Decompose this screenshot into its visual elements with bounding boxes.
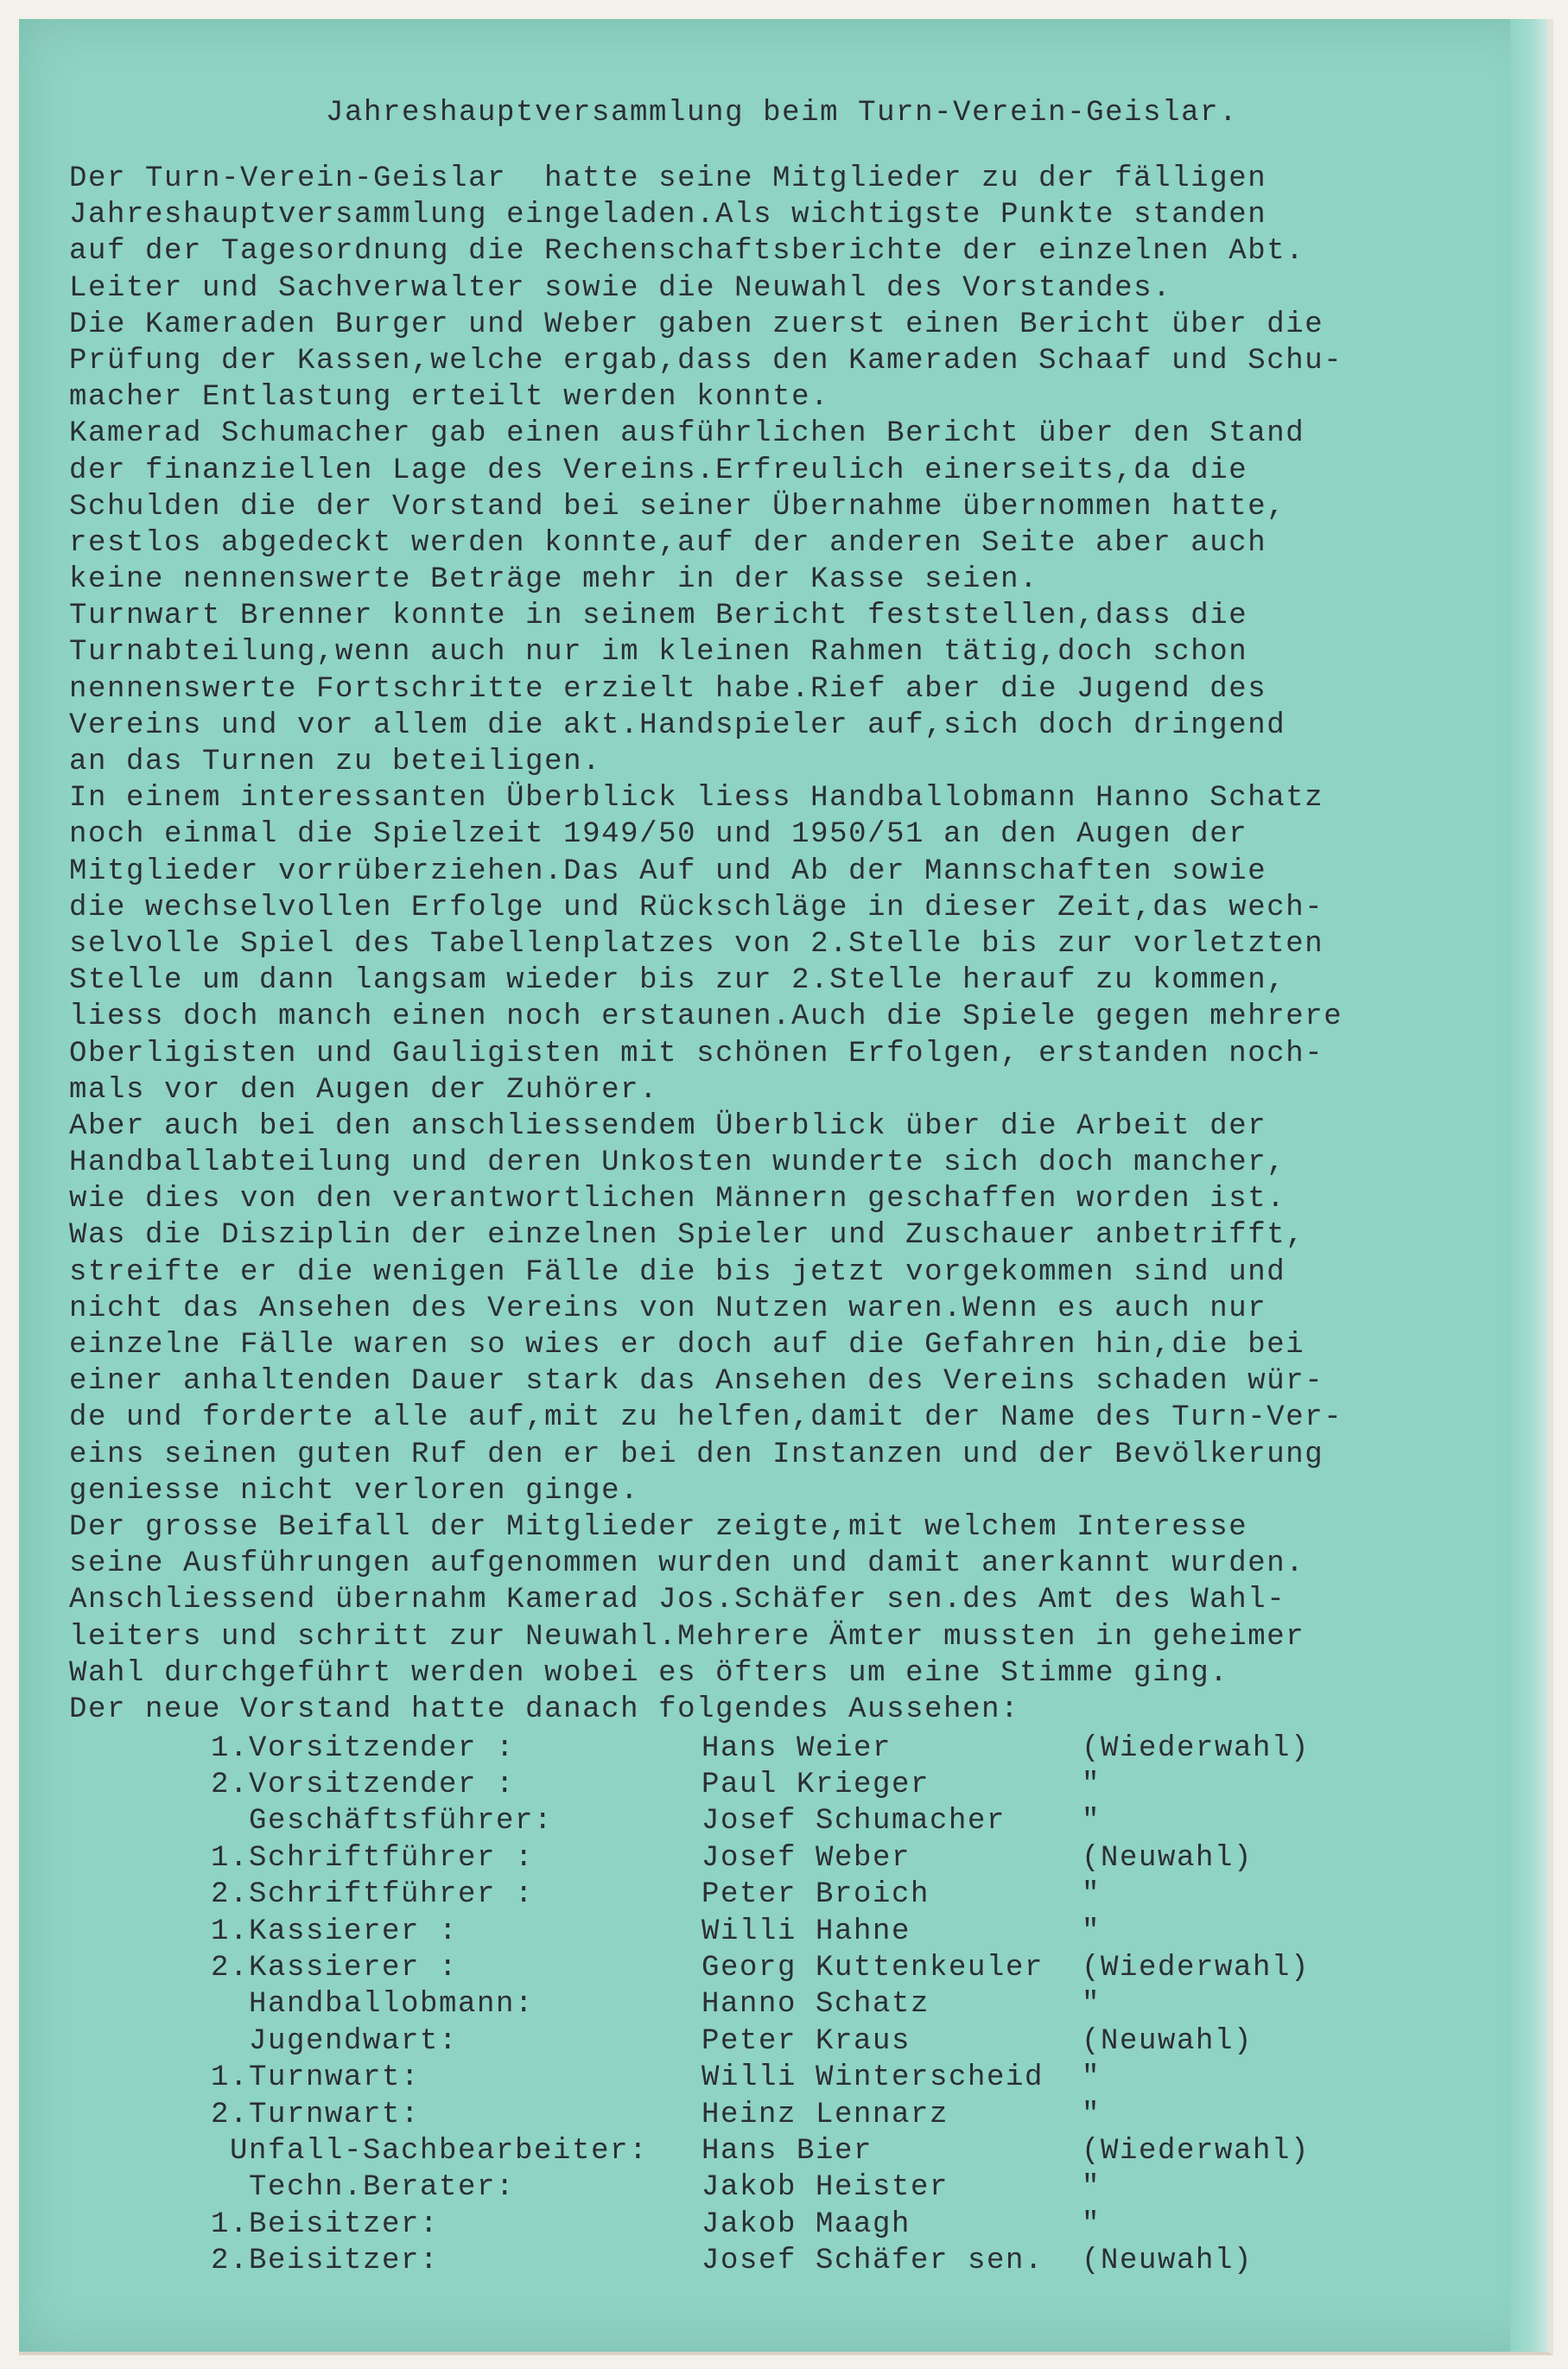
text-line: auf der Tagesordnung die Rechenschaftsberichte der einzelnen Abt. [69, 235, 1305, 269]
text-line: der finanziellen Lage des Vereins.Erfreulich einerseits,da die [69, 454, 1248, 487]
board-name: Peter Kraus [701, 2024, 911, 2058]
text-line: Mitglieder vorrüberziehen.Das Auf und Ab der Mannschaften sowie [69, 854, 1267, 888]
text-line: noch einmal die Spielzeit 1949/50 und 1950/51 an den Augen der [69, 818, 1248, 852]
text-line: selvolle Spiel des Tabellenplatzes von 2.Stelle bis zur vorletzten [69, 927, 1324, 961]
board-note: (Wiederwahl) [1082, 1951, 1311, 1985]
text-line: nicht das Ansehen des Vereins von Nutzen waren.Wenn es auch nur [69, 1292, 1267, 1325]
board-role: 2.Beisitzer: [211, 2245, 440, 2278]
board-role: 1.Vorsitzender : [211, 1731, 516, 1765]
text-line: de und forderte alle auf,mit zu helfen,damit der Name des Turn-Ver- [69, 1401, 1343, 1435]
text-line: In einem interessanten Überblick liess Handballobmann Hanno Schatz [69, 782, 1324, 816]
text-line: Turnabteilung,wenn auch nur im kleinen Rahmen tätig,doch schon [69, 636, 1248, 670]
board-name: Willi Hahne [701, 1915, 911, 1948]
board-note: (Neuwahl) [1082, 1841, 1254, 1875]
board-row [19, 1804, 1488, 1840]
board-role: 2.Kassierer : [211, 1951, 459, 1985]
board-note: " [1082, 2061, 1101, 2095]
board-note: " [1082, 1768, 1101, 1801]
text-line: Schulden die der Vorstand bei seiner Übernahme übernommen hatte, [69, 490, 1286, 524]
board-row [19, 1768, 1488, 1804]
text-line: keine nennenswerte Beträge mehr in der Kasse seien. [69, 563, 1039, 597]
board-name: Paul Krieger [701, 1768, 930, 1801]
board-note: (Neuwahl) [1082, 2024, 1254, 2058]
text-line: Stelle um dann langsam wieder bis zur 2.Stelle herauf zu kommen, [69, 964, 1286, 998]
text-line: streifte er die wenigen Fälle die bis jetzt vorgekommen sind und [69, 1255, 1286, 1289]
board-row [19, 1951, 1488, 1987]
text-line: Aber auch bei den anschliessendem Überblick über die Arbeit der [69, 1109, 1267, 1143]
text-line: restlos abgedeckt werden konnte,auf der anderen Seite aber auch [69, 526, 1267, 560]
page-edge [1510, 19, 1548, 2352]
board-note: " [1082, 2207, 1101, 2241]
board-note: " [1082, 2171, 1101, 2205]
board-row [19, 2024, 1488, 2061]
board-name: Heinz Lennarz [701, 2098, 949, 2131]
board-name: Peter Broich [701, 1878, 930, 1912]
board-role: 1.Beisitzer: [211, 2207, 440, 2241]
board-role: Handballobmann: [211, 1988, 535, 2022]
board-list [19, 1731, 1488, 2281]
board-row [19, 2098, 1488, 2134]
text-line: leiters und schritt zur Neuwahl.Mehrere Ämter mussten in geheimer [69, 1620, 1305, 1654]
text-line: Anschliessend übernahm Kamerad Jos.Schäfer sen.des Amt des Wahl- [69, 1584, 1286, 1617]
board-name: Hanno Schatz [701, 1988, 930, 2022]
text-line: Handballabteilung und deren Unkosten wunderte sich doch mancher, [69, 1146, 1286, 1180]
board-role: 1.Schriftführer : [211, 1841, 535, 1875]
text-line: Der grosse Beifall der Mitglieder zeigte,mit welchem Interesse [69, 1510, 1248, 1544]
typed-page [19, 19, 1553, 2355]
text-line: die wechselvollen Erfolge und Rückschläge in dieser Zeit,das wech- [69, 891, 1324, 924]
board-note: " [1082, 2098, 1101, 2131]
text-line: Der neue Vorstand hatte danach folgendes Aussehen: [69, 1693, 1020, 1726]
board-row [19, 1915, 1488, 1951]
text-line: Oberligisten und Gauligisten mit schönen Erfolgen, erstanden noch- [69, 1037, 1324, 1070]
board-row [19, 1987, 1488, 2023]
board-role: 1.Turnwart: [211, 2061, 421, 2095]
text-line: seine Ausführungen aufgenommen wurden und damit anerkannt wurden. [69, 1547, 1305, 1581]
text-line: Die Kameraden Burger und Weber gaben zuerst einen Bericht über die [69, 308, 1324, 341]
text-line: an das Turnen zu beteiligen. [69, 746, 602, 778]
text-line: macher Entlastung erteilt werden konnte. [69, 381, 830, 415]
board-name: Josef Schäfer sen. [701, 2245, 1044, 2278]
board-note: " [1082, 1805, 1101, 1839]
board-name: Jakob Maagh [701, 2207, 911, 2241]
text-line: Leiter und Sachverwalter sowie die Neuwahl des Vorstandes. [69, 271, 1172, 305]
text-line: einer anhaltenden Dauer stark das Ansehen des Vereins schaden wür- [69, 1365, 1324, 1399]
text-line: Was die Disziplin der einzelnen Spieler und Zuschauer anbetrifft, [69, 1219, 1305, 1253]
board-role: 2.Vorsitzender : [211, 1768, 516, 1801]
board-role: 2.Schriftführer : [211, 1878, 535, 1912]
board-row [19, 1731, 1488, 1768]
text-line: einzelne Fälle waren so wies er doch auf die Gefahren hin,die bei [69, 1329, 1305, 1362]
board-name: Josef Weber [701, 1841, 911, 1875]
board-note: " [1082, 1915, 1101, 1948]
board-row [19, 1841, 1488, 1877]
text-line: Prüfung der Kassen,welche ergab,dass den Kameraden Schaaf und Schu- [69, 344, 1343, 378]
board-name: Josef Schumacher [701, 1805, 1006, 1839]
board-note: " [1082, 1878, 1101, 1912]
board-row [19, 1877, 1488, 1914]
page-title: Jahreshauptversammlung beim Turn-Verein-Geislar. [326, 97, 1239, 130]
board-row [19, 2134, 1488, 2170]
text-line: Jahreshauptversammlung eingeladen.Als wichtigste Punkte standen [69, 199, 1267, 232]
board-note: (Wiederwahl) [1082, 1731, 1311, 1765]
board-name: Jakob Heister [701, 2171, 949, 2205]
board-note: " [1082, 1988, 1101, 2022]
text-line: Wahl durchgeführt werden wobei es öfters um eine Stimme ging. [69, 1656, 1229, 1690]
text-line: nennenswerte Fortschritte erzielt habe.Rief aber die Jugend des [69, 672, 1267, 706]
board-role: Jugendwart: [211, 2024, 459, 2058]
text-line: Kamerad Schumacher gab einen ausführlichen Bericht über den Stand [69, 417, 1305, 451]
board-role: Geschäftsführer: [211, 1805, 554, 1839]
board-role: 1.Kassierer : [211, 1915, 459, 1948]
text-line: Vereins und vor allem die akt.Handspieler auf,sich doch dringend [69, 708, 1286, 742]
board-row [19, 2207, 1488, 2244]
board-note: (Wiederwahl) [1082, 2134, 1311, 2168]
board-row [19, 2061, 1488, 2097]
text-line: mals vor den Augen der Zuhörer. [69, 1073, 659, 1107]
text-line: geniesse nicht verloren ginge. [69, 1474, 640, 1508]
text-line: eins seinen guten Ruf den er bei den Instanzen und der Bevölkerung [69, 1438, 1324, 1471]
board-row [19, 2244, 1488, 2280]
text-line: Der Turn-Verein-Geislar hatte seine Mitglieder zu der fälligen [69, 162, 1267, 195]
board-name: Willi Winterscheid [701, 2061, 1044, 2095]
board-name: Hans Bier [701, 2134, 873, 2168]
board-role: Techn.Berater: [211, 2171, 516, 2205]
board-role: 2.Turnwart: [211, 2098, 421, 2131]
text-line: wie dies von den verantwortlichen Männern geschaffen worden ist. [69, 1183, 1286, 1216]
board-role: Unfall-Sachbearbeiter: [211, 2134, 649, 2168]
board-name: Hans Weier [701, 1731, 892, 1765]
board-name: Georg Kuttenkeuler [701, 1951, 1044, 1985]
text-line: Turnwart Brenner konnte in seinem Bericht feststellen,dass die [69, 600, 1248, 633]
text-line: liess doch manch einen noch erstaunen.Auch die Spiele gegen mehrere [69, 1000, 1343, 1034]
report-body [69, 162, 1503, 1729]
board-note: (Neuwahl) [1082, 2245, 1254, 2278]
board-row [19, 2170, 1488, 2207]
